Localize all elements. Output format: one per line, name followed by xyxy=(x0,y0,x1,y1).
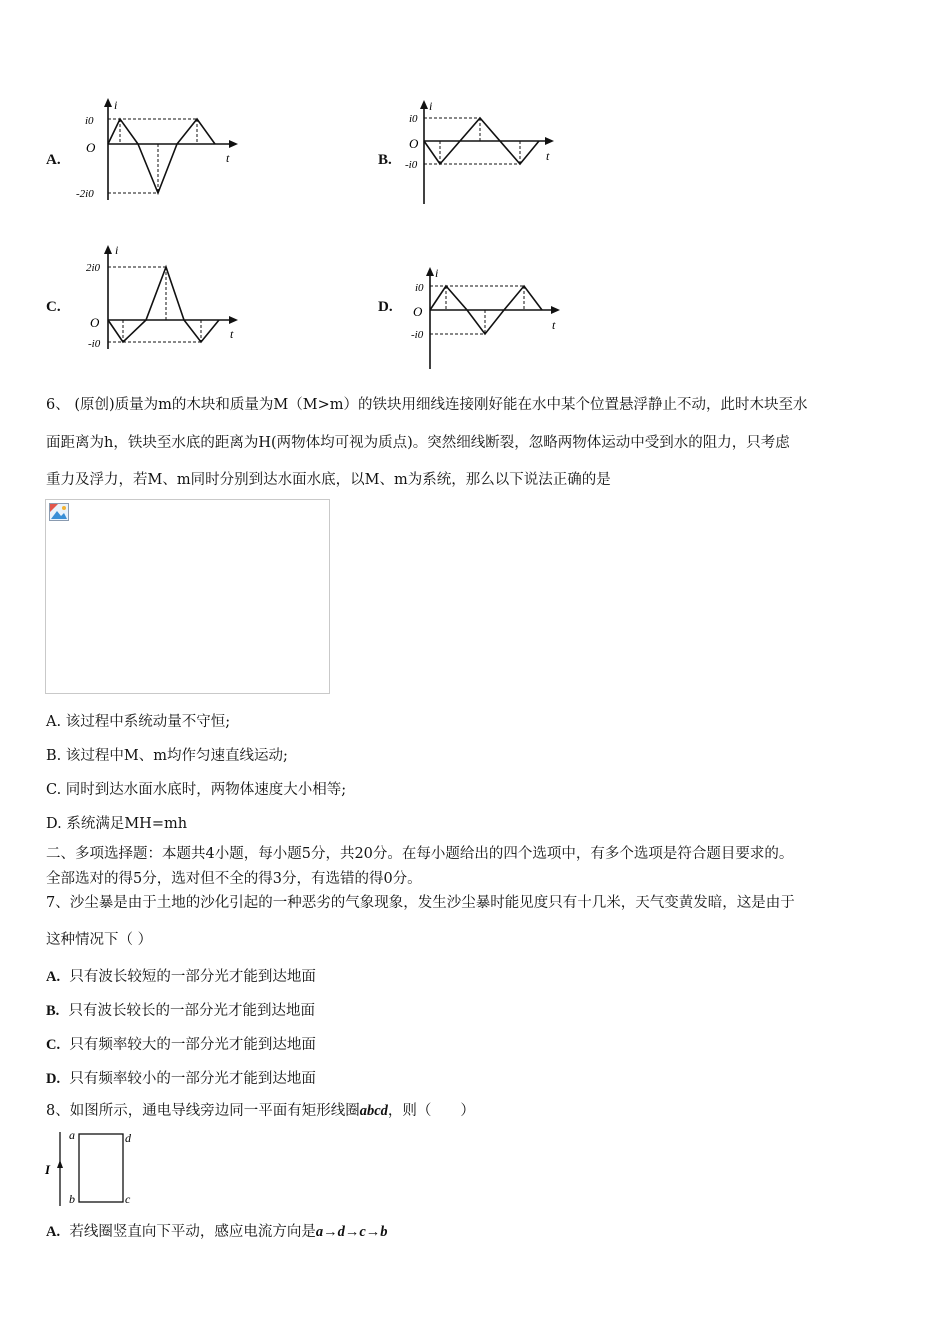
corner-c: c xyxy=(125,1192,131,1206)
y-axis-label: i xyxy=(435,266,439,280)
q7-option-d-label: D. xyxy=(46,1071,61,1087)
q7-option-c-text: 只有频率较大的一部分光才能到达地面 xyxy=(69,1037,316,1053)
y-axis-label: i xyxy=(115,243,119,257)
q8-stem xyxy=(46,1101,475,1121)
x-arrow-icon xyxy=(229,140,238,148)
waveform xyxy=(108,267,219,342)
y-arrow-icon xyxy=(426,267,434,276)
waveform xyxy=(108,119,215,193)
x-axis-label: t xyxy=(552,318,556,332)
broken-image-icon xyxy=(49,503,69,521)
y-arrow-icon xyxy=(420,100,428,109)
q6-line-1: 6、 (原创)质量为m的木块和质量为M（M>m）的铁块用细线连接刚好能在水中某个位置悬浮静止不动，此时木块至水 xyxy=(46,397,808,413)
q8-coil-name: abcd xyxy=(359,1103,388,1119)
q7-line-1: 7、沙尘暴是由于土地的沙化引起的一种恶劣的气象现象，发生沙尘暴时能见度只有十几米，天气变黄发暗，这是由于 xyxy=(46,895,795,911)
q7-option-b-text: 只有波长较长的一部分光才能到达地面 xyxy=(68,1003,316,1019)
graph-a xyxy=(72,96,242,208)
q6-image-placeholder xyxy=(45,499,330,694)
q7-option-a-text: 只有波长较短的一部分光才能到达地面 xyxy=(69,969,316,985)
q8-stem-prefix: 8、如图所示，通电导线旁边同一平面有矩形线圈 xyxy=(46,1103,360,1119)
x-axis-label: t xyxy=(230,327,234,341)
y-arrow-icon xyxy=(104,98,112,107)
current-label: I xyxy=(45,1162,51,1177)
q7-option-c xyxy=(46,1033,316,1054)
corner-a: a xyxy=(69,1128,75,1142)
q7-option-a-label: A. xyxy=(46,969,61,985)
q6-option-b: B. 该过程中M、m均作匀速直线运动; xyxy=(46,748,288,764)
option-d-label: D. xyxy=(378,299,393,315)
q6-line-2: 面距离为h，铁块至水底的距离为H(两物体均可视为质点)。突然细线断裂，忽略两物体运动中受到水的阻力，只考虑 xyxy=(46,435,790,451)
x-arrow-icon xyxy=(545,137,554,145)
y-arrow-icon xyxy=(104,245,112,254)
x-arrow-icon xyxy=(229,316,238,324)
option-b-label: B. xyxy=(378,152,392,168)
origin-label: O xyxy=(409,136,419,151)
x-arrow-icon xyxy=(551,306,560,314)
q6-line-3: 重力及浮力，若M、m同时分别到达水面水底，以M、m为系统，那么以下说法正确的是 xyxy=(46,472,611,488)
x-axis-label: t xyxy=(226,151,230,165)
y-axis-label: i xyxy=(429,99,433,113)
current-arrow-icon xyxy=(57,1160,63,1168)
graph-d xyxy=(404,263,574,375)
corner-b: b xyxy=(69,1192,75,1206)
graph-c xyxy=(80,241,250,353)
tick-bottom: -2i0 xyxy=(76,188,94,200)
q7-option-d-text: 只有频率较小的一部分光才能到达地面 xyxy=(69,1071,316,1087)
q8-option-a xyxy=(46,1220,388,1241)
origin-label: O xyxy=(413,304,423,319)
tick-bottom: -i0 xyxy=(88,338,101,350)
q8-option-a-label: A. xyxy=(46,1224,61,1240)
origin-label: O xyxy=(86,140,96,155)
tick-bottom: -i0 xyxy=(411,329,424,341)
tick-top: i0 xyxy=(415,282,424,294)
q6-option-c: C. 同时到达水面水底时，两物体速度大小相等; xyxy=(46,782,347,798)
coil-rect xyxy=(79,1134,123,1202)
y-axis-label: i xyxy=(114,98,118,112)
q8-option-a-text: 若线圈竖直向下平动，感应电流方向是 xyxy=(69,1224,316,1240)
q6-option-a: A. 该过程中系统动量不守恒; xyxy=(46,714,231,730)
tick-top: 2i0 xyxy=(86,262,101,274)
q7-option-d xyxy=(46,1067,316,1088)
q8-stem-suffix: ，则（ ） xyxy=(387,1103,475,1119)
q7-option-b-label: B. xyxy=(46,1003,60,1019)
q7-option-a xyxy=(46,965,316,986)
corner-d: d xyxy=(125,1131,131,1145)
section2-line-2: 全部选对的得5分，选对但不全的得3分，有选错的得0分。 xyxy=(46,871,422,887)
q8-figure xyxy=(42,1126,142,1210)
option-c-label: C. xyxy=(46,299,61,315)
q7-option-b xyxy=(46,999,315,1020)
q6-option-d: D. 系统满足MH=mh xyxy=(46,816,188,832)
origin-label: O xyxy=(90,315,100,330)
tick-bottom: -i0 xyxy=(405,159,418,171)
option-a-label: A. xyxy=(46,152,61,168)
tick-top: i0 xyxy=(409,113,418,125)
graph-b xyxy=(398,96,568,208)
q7-line-2: 这种情况下（ ） xyxy=(46,932,153,948)
section2-line-1: 二、多项选择题：本题共4小题，每小题5分，共20分。在每小题给出的四个选项中，有多个选项是符合题目要求的。 xyxy=(46,846,794,862)
q8-option-a-sequence: a→d→c→b xyxy=(315,1224,388,1240)
x-axis-label: t xyxy=(546,149,550,163)
q7-option-c-label: C. xyxy=(46,1037,61,1053)
tick-top: i0 xyxy=(85,115,94,127)
